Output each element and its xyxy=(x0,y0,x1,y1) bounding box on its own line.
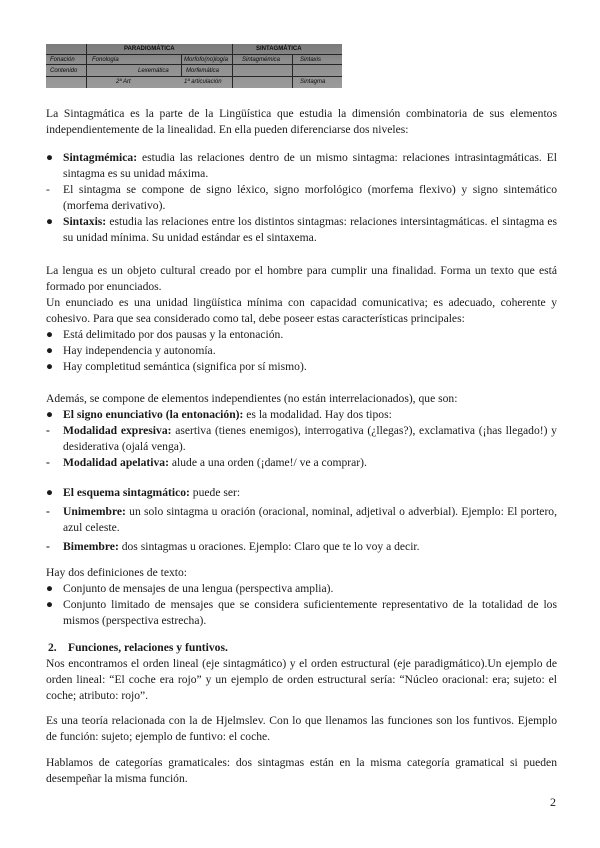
dash-marker: - xyxy=(46,456,50,469)
list-item xyxy=(46,182,557,214)
orden-paragraph: Nos encontramos el orden lineal (eje sintagmático) y el orden estructural (eje paradigmático).Un ejemplo de orden lineal: “El coche era rojo” y un ejemplo de orden estructural sería: “Núcleo oracional: era; sujeto: el coche; atributo: rojo”. xyxy=(46,657,557,702)
term: Sintagmémica: xyxy=(63,151,138,164)
list-item xyxy=(46,423,557,455)
item-text: Conjunto de mensajes de una lengua (perspectiva amplia). xyxy=(63,582,334,595)
item-text: puede ser: xyxy=(189,486,241,499)
photo-fonacion: Fonación xyxy=(50,57,75,63)
item-text: El sintagma se compone de signo léxico, signo morfológico (morfema flexivo) y signo sintemático (morfema derivativo). xyxy=(63,183,557,212)
definiciones-intro: Hay dos definiciones de texto: xyxy=(46,566,188,579)
list-item: ● Conjunto de mensajes de una lengua (perspectiva amplia). xyxy=(46,582,334,595)
term: Unimembre: xyxy=(63,505,126,518)
list-item xyxy=(46,407,557,423)
list-item xyxy=(46,455,557,471)
list-item: ● Está delimitado por dos pausas y la entonación. xyxy=(46,328,284,341)
page-number: 2 xyxy=(550,795,556,809)
bullet-marker: ● xyxy=(46,408,54,421)
term: El signo enunciativo (la entonación): xyxy=(63,408,244,421)
dash-marker: - xyxy=(46,505,50,518)
lengua-paragraph: La lengua es un objeto cultural creado por el hombre para cumplir una finalidad. Forma un texto que está formado por enunciados. xyxy=(46,264,557,293)
item-text: Hay completitud semántica (significa por sí mismo). xyxy=(63,360,307,373)
photo-lexematica: Lexemática xyxy=(138,68,169,74)
term: Sintaxis: xyxy=(63,215,107,228)
list-item xyxy=(46,504,557,536)
enunciado-paragraph: Un enunciado es una unidad lingüística mínima con capacidad comunicativa; es adecuado, coherente y cohesivo. Para que sea considerado como tal, debe poseer estas características principales: xyxy=(46,296,557,325)
list-item: ● Conjunto limitado de mensajes que se considera suficientemente representativo de la totalidad de los mismos (perspectiva estrecha). xyxy=(46,598,557,627)
hjelmslev-paragraph: Es una teoría relacionada con la de Hjelmslev. Con lo que llenamos las funciones son los funtivos. Ejemplo de función: sujeto; ejemplo de funtivo: el coche. xyxy=(46,714,557,743)
photo-sintagmemica: Sintagmémica xyxy=(242,57,281,63)
photo-sintagma: Sintagma xyxy=(300,79,326,85)
term: Modalidad expresiva: xyxy=(63,424,172,437)
item-text: Conjunto limitado de mensajes que se considera suficientemente representativo de la totalidad de los mismos (perspectiva estrecha). xyxy=(63,598,557,627)
list-item: ● Hay completitud semántica (significa por sí mismo). xyxy=(46,360,307,373)
list-item xyxy=(46,150,557,182)
table-photo xyxy=(46,44,342,88)
item-text: estudia las relaciones entre los distintos sintagmas: relaciones intersintagmáticas. el sintagma es su unidad mínima. Su unidad estándar es el sintaxema. xyxy=(63,215,557,244)
dash-marker: - xyxy=(46,540,50,553)
item-text: dos sintagmas u oraciones. Ejemplo: Claro que te lo voy a decir. xyxy=(118,540,420,553)
term: Bimembre: xyxy=(63,540,119,553)
list-item xyxy=(46,214,557,246)
item-text: estudia las relaciones dentro de un mismo sintagma: relaciones intrasintagmáticas. El sintagma es su unidad máxima. xyxy=(63,151,557,180)
intro-paragraph: La Sintagmática es la parte de la Lingüística que estudia la dimensión combinatoria de sus elementos independientemente de la linealidad. En ella pueden diferenciarse dos niveles: xyxy=(46,107,557,136)
ademas-paragraph: Además, se compone de elementos independientes (no están interrelacionados), que son: xyxy=(46,392,458,405)
bullet-marker: ● xyxy=(46,151,54,164)
section-heading xyxy=(46,640,557,656)
photo-paradigmatica: PARADIGMÁTICA xyxy=(124,46,175,52)
categorias-paragraph: Hablamos de categorías gramaticales: dos sintagmas están en la misma categoría gramatical si pueden desempeñar la misma función. xyxy=(46,756,557,785)
bullet-marker: ● xyxy=(46,215,54,228)
item-text: Hay independencia y autonomía. xyxy=(63,344,216,357)
term: Modalidad apelativa: xyxy=(63,456,169,469)
photo-contenido: Contenido xyxy=(50,68,78,74)
item-text: Está delimitado por dos pausas y la entonación. xyxy=(63,328,284,341)
photo-morfofonologia: Morfofo(no)logía xyxy=(184,57,229,63)
photo-sintagmatica: SINTAGMÁTICA xyxy=(256,46,302,52)
item-text: un solo sintagma u oración (oracional, nominal, adjetival o adverbial). Ejemplo: El portero, azul celeste. xyxy=(63,505,557,534)
section-number: 2. xyxy=(48,641,57,654)
dash-marker: - xyxy=(46,424,50,437)
bullet-marker: ● xyxy=(46,486,54,499)
photo-segunda-art: 2ª Art xyxy=(116,79,131,85)
photo-morfematica: Morfemática xyxy=(186,68,220,74)
list-item: ● Hay independencia y autonomía. xyxy=(46,344,216,357)
item-text: es la modalidad. Hay dos tipos: xyxy=(243,408,392,421)
niveles-list xyxy=(46,150,557,246)
list-item xyxy=(46,539,557,555)
photo-fonologia: Fonología xyxy=(92,57,119,63)
section-title: Funciones, relaciones y funtivos. xyxy=(68,641,228,654)
dash-marker: - xyxy=(46,183,50,196)
term: El esquema sintagmático: xyxy=(63,486,190,499)
list-item xyxy=(46,485,557,501)
item-text: asertiva (tienes enemigos), interrogativa (¿llegas?), exclamativa (¡has llegado!) y desiderativa (ojalá venga). xyxy=(63,424,557,453)
item-text: alude a una orden (¡dame!/ ve a comprar). xyxy=(168,456,367,469)
photo-sintaxis: Sintaxis xyxy=(300,57,322,63)
photo-primera-articulacion: 1ª articulación xyxy=(184,79,222,85)
